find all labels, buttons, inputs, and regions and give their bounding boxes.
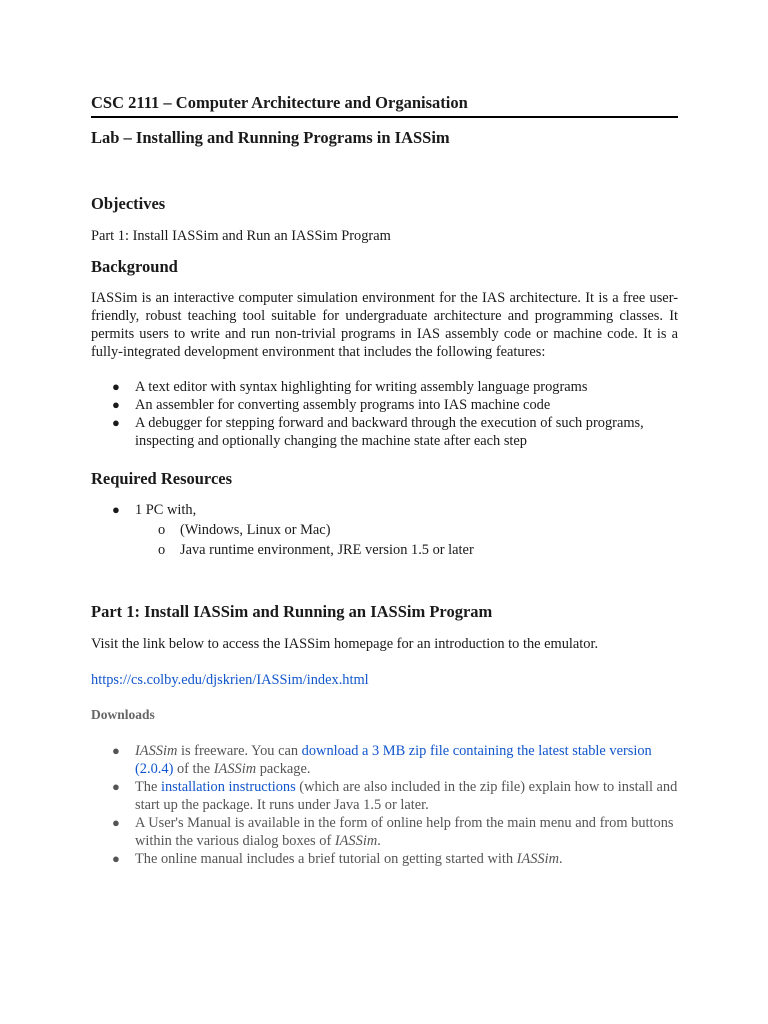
background-paragraph: IASSim is an interactive computer simulation environment for the IAS architecture. It is a free user-friendly, robust teaching tool suitable for undergraduate architecture and programming classes. It permits users to write and run non-trivial programs in IAS assembly code or machine code. It is a fully-integrated development environment that includes the following features: [91,290,678,360]
downloads-heading: Downloads [91,707,155,722]
objectives-heading: Objectives [91,194,166,213]
sub-list-item: o (Windows, Linux or Mac) [158,522,331,538]
list-item: ● An assembler for converting assembly programs into IAS machine code [112,397,551,413]
list-item: ● The online manual includes a brief tutorial on getting started with IASSim. [112,851,563,867]
bullet-icon: ● [112,397,120,412]
list-item: ● A text editor with syntax highlighting for writing assembly language programs [112,379,588,395]
resources-sublist [135,521,678,561]
download-zip-link[interactable]: download a 3 MB zip file containing the latest stable version (2.0.4) [135,743,652,777]
resources-item: 1 PC with, [135,502,197,518]
resources-heading: Required Resources [91,469,233,488]
bullet-icon: ● [112,743,120,758]
background-heading: Background [91,257,178,276]
list-item: ● A User's Manual is available in the form of online help from the main menu and from buttons within the various dialog boxes of IASSim. [112,815,674,849]
bullet-icon: ● [112,415,120,430]
list-item: ● IASSim is freeware. You can download a 3 MB zip file containing the latest stable version (2.0.4) of the IASSim package. [112,743,652,777]
bullet-icon: ● [112,379,120,394]
list-item: ● The installation instructions (which are also included in the zip file) explain how to install and start up the package. It runs under Java 1.5 or later. [112,779,678,813]
list-item [91,501,678,561]
sub-bullet-icon: o [158,542,166,558]
features-list [91,378,678,450]
course-title: CSC 2111 – Computer Architecture and Organisation [91,93,468,112]
title-rule [91,116,678,118]
part1-intro: Visit the link below to access the IASSim homepage for an introduction to the emulator. [91,636,599,652]
sub-list-item: o Java runtime environment, JRE version 1.5 or later [158,542,474,558]
installation-instructions-link[interactable]: installation instructions [160,779,296,795]
list-item: ● A debugger for stepping forward and backward through the execution of such programs, inspecting and optionally changing the machine state after each step [112,415,644,449]
bullet-icon: ● [112,502,120,517]
downloads-list [91,742,678,868]
lab-title: Lab – Installing and Running Programs in IASSim [91,128,450,147]
bullet-icon: ● [112,779,120,794]
sub-bullet-icon: o [158,522,166,538]
part1-heading: Part 1: Install IASSim and Running an IASSim Program [91,602,493,621]
objectives-part1: Part 1: Install IASSim and Run an IASSim Program [91,228,391,244]
bullet-icon: ● [112,815,120,830]
resources-list [91,501,678,561]
homepage-link[interactable]: https://cs.colby.edu/djskrien/IASSim/index.html [91,672,369,688]
bullet-icon: ● [112,851,120,866]
